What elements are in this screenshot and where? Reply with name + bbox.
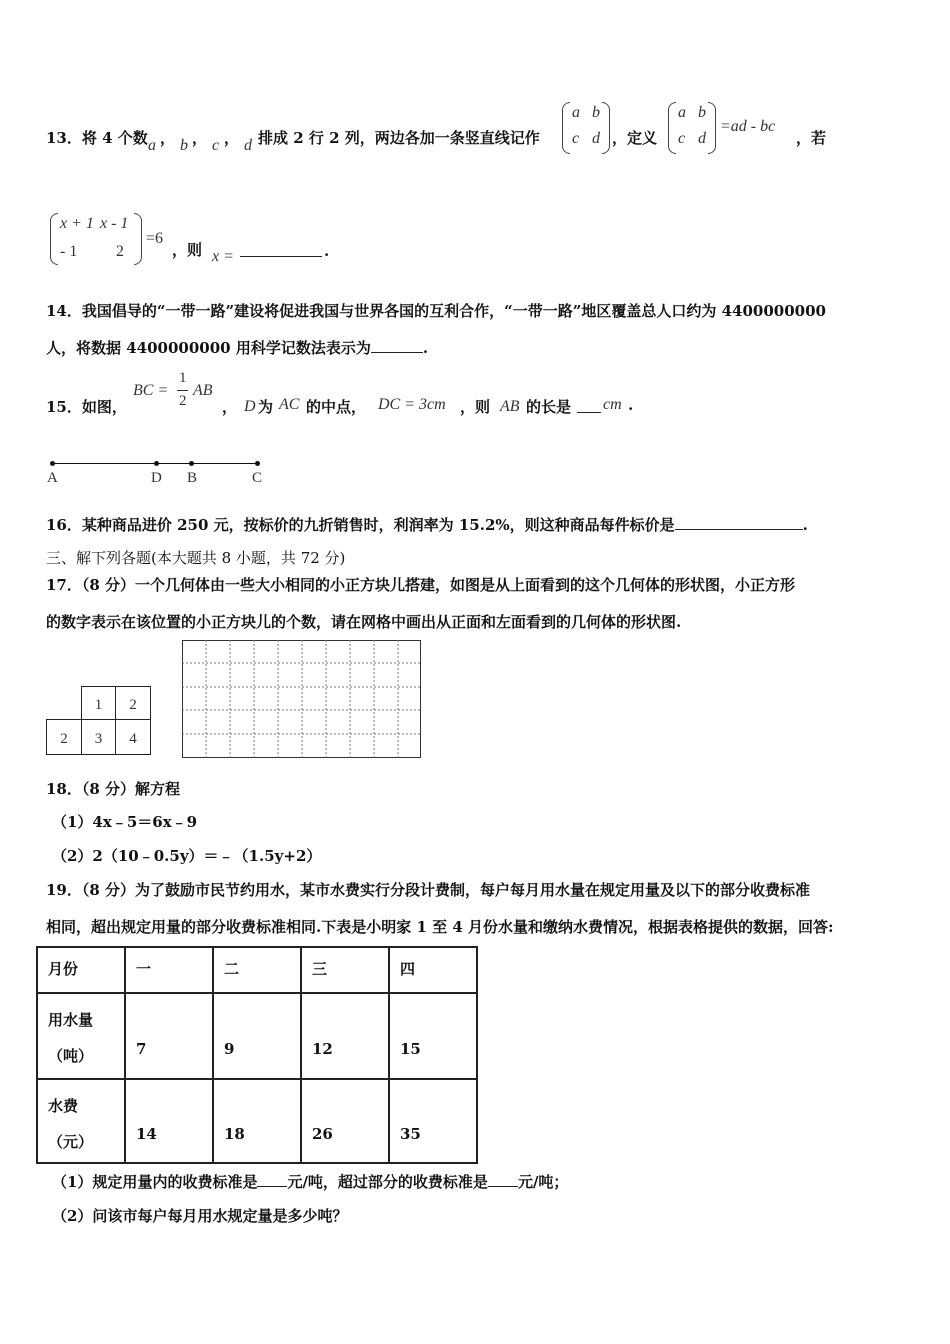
q17-line1: 17．（8 分）一个几何体由一些大小相同的小正方块儿搭建，如图是从上面看到的这个几何体的形状图，小正方形 xyxy=(46,576,796,594)
q18-part2: （2）2（10﹣0.5y）＝﹣（1.5y+2） xyxy=(52,847,322,865)
q13-part4: ，若 xyxy=(796,129,827,147)
q15-frac-bar xyxy=(177,390,188,391)
table-cell: 四 xyxy=(389,947,477,993)
q14-line2: 人，将数据 4400000000 用科学记数法表示为 . xyxy=(46,339,429,357)
q15-ac: AC xyxy=(279,396,300,413)
q13-sym-a: a xyxy=(148,137,156,154)
table-cell: 26 xyxy=(301,1079,389,1163)
q13-comma2: ， xyxy=(192,129,208,147)
q15-then: ，则 xyxy=(460,398,491,416)
q13-part2: 排成 2 行 2 列，两边各加一条竖直线记作 xyxy=(258,129,540,147)
top-view-cell: 3 xyxy=(81,719,116,755)
q13-def-rhs: =ad - bc xyxy=(720,118,776,135)
top-view-cell: 4 xyxy=(115,719,151,755)
q17-line2: 的数字表示在该位置的小正方块儿的个数，请在网格中画出从正面和左面看到的几何体的形状图. xyxy=(46,613,682,631)
point-c-label: C xyxy=(252,470,263,486)
q13-then: ，则 xyxy=(172,241,203,259)
table-cell: 二 xyxy=(213,947,301,993)
q15-prefix: 15．如图， xyxy=(46,398,127,416)
table-row xyxy=(37,1079,477,1163)
q15-frac-num: 1 xyxy=(179,370,187,386)
table-cell: 9 xyxy=(213,993,301,1079)
q15-dc: DC = 3cm xyxy=(378,396,446,413)
q13-line1: 13．将 4 个数 xyxy=(46,129,148,147)
table-cell: 35 xyxy=(389,1079,477,1163)
table-cell: 7 xyxy=(125,993,213,1079)
top-view-cell: 2 xyxy=(115,686,151,720)
table-cell: 15 xyxy=(389,993,477,1079)
q19-line1: 19．（8 分）为了鼓励市民节约用水，某市水费实行分段计费制，每户每月用水量在规定用量及以下的部分收费标准 xyxy=(46,881,811,899)
top-view-cell: 1 xyxy=(81,686,116,720)
point-a-dot xyxy=(50,461,55,466)
q16-text: 16．某种商品进价 250 元，按标价的九折销售时，利润率为 15.2%，则这种商品每件标价是 . xyxy=(46,516,808,534)
q19-blank-2[interactable] xyxy=(488,1172,518,1187)
table-row xyxy=(37,947,477,993)
q13-part3: ，定义 xyxy=(612,129,658,147)
q13-matrix-definition: a b c d xyxy=(668,102,716,154)
point-d-dot xyxy=(154,461,159,466)
point-a-label: A xyxy=(47,470,58,486)
q15-bc: BC = xyxy=(133,382,169,399)
q15-mid: 的中点， xyxy=(306,398,367,416)
q19-line2: 相同，超出规定用量的部分收费标准相同.下表是小明家 1 至 4 月份水量和缴纳水费情况，根据表格提供的数据，回答: xyxy=(46,918,834,936)
water-table xyxy=(36,946,478,1164)
table-cell: 12 xyxy=(301,993,389,1079)
q16-answer-blank[interactable] xyxy=(675,515,803,530)
q13-answer-blank[interactable] xyxy=(240,242,322,257)
q13-sym-d: d xyxy=(244,137,252,154)
q15-is: 为 xyxy=(258,398,274,416)
table-cell: 一 xyxy=(125,947,213,993)
q13-matrix-notation: a b c d xyxy=(562,102,610,154)
q15-ab: AB xyxy=(193,382,213,399)
point-c-dot xyxy=(255,461,260,466)
point-b-label: B xyxy=(187,470,198,486)
q13-comma1: ， xyxy=(160,129,176,147)
q14-line1: 14．我国倡导的“一带一路”建设将促进我国与世界各国的互利合作，“一带一路”地区覆盖总人口约为 4400000000 xyxy=(46,302,826,320)
q13-comma3: ， xyxy=(224,129,240,147)
drawing-grid[interactable] xyxy=(182,640,422,758)
q15-unit: cm xyxy=(603,396,622,413)
q18-part1: （1）4x﹣5＝6x﹣9 xyxy=(52,813,198,831)
q14-answer-blank[interactable] xyxy=(371,338,423,353)
table-row-label: 用水量 （吨） xyxy=(37,993,125,1079)
q13-eq6: =6 xyxy=(146,230,164,247)
top-view-cell: 2 xyxy=(46,719,82,755)
point-d-label: D xyxy=(151,470,162,486)
q13-sym-b: b xyxy=(180,137,188,154)
section-3-heading: 三、解下列各题(本大题共 8 小题，共 72 分) xyxy=(46,549,346,567)
q15-len: 的长是 xyxy=(526,398,572,416)
table-cell: 月份 xyxy=(37,947,125,993)
q19-sub1: （1）规定用量内的收费标准是 元/吨，超过部分的收费标准是 元/吨； xyxy=(52,1173,569,1191)
q13-matrix-equation: x + 1 x - 1 - 1 2 xyxy=(50,213,142,265)
table-cell: 三 xyxy=(301,947,389,993)
q15-comma: ， xyxy=(222,398,238,416)
q15-answer-blank[interactable] xyxy=(577,398,601,413)
q15-end: . xyxy=(628,396,634,414)
point-b-dot xyxy=(189,461,194,466)
q19-blank-1[interactable] xyxy=(257,1172,287,1187)
q15-ab2: AB xyxy=(500,398,520,415)
q13-end: . xyxy=(324,242,330,260)
q15-d: D xyxy=(244,398,256,415)
q18-title: 18．（8 分）解方程 xyxy=(46,780,181,798)
table-row xyxy=(37,993,477,1079)
q19-sub2: （2）问该市每户每月用水规定量是多少吨？ xyxy=(52,1207,348,1225)
table-cell: 14 xyxy=(125,1079,213,1163)
q13-sym-c: c xyxy=(212,137,220,154)
q15-frac-den: 2 xyxy=(179,393,187,409)
table-cell: 18 xyxy=(213,1079,301,1163)
q13-x-eq: x = xyxy=(212,248,234,265)
table-row-label: 水费 （元） xyxy=(37,1079,125,1163)
